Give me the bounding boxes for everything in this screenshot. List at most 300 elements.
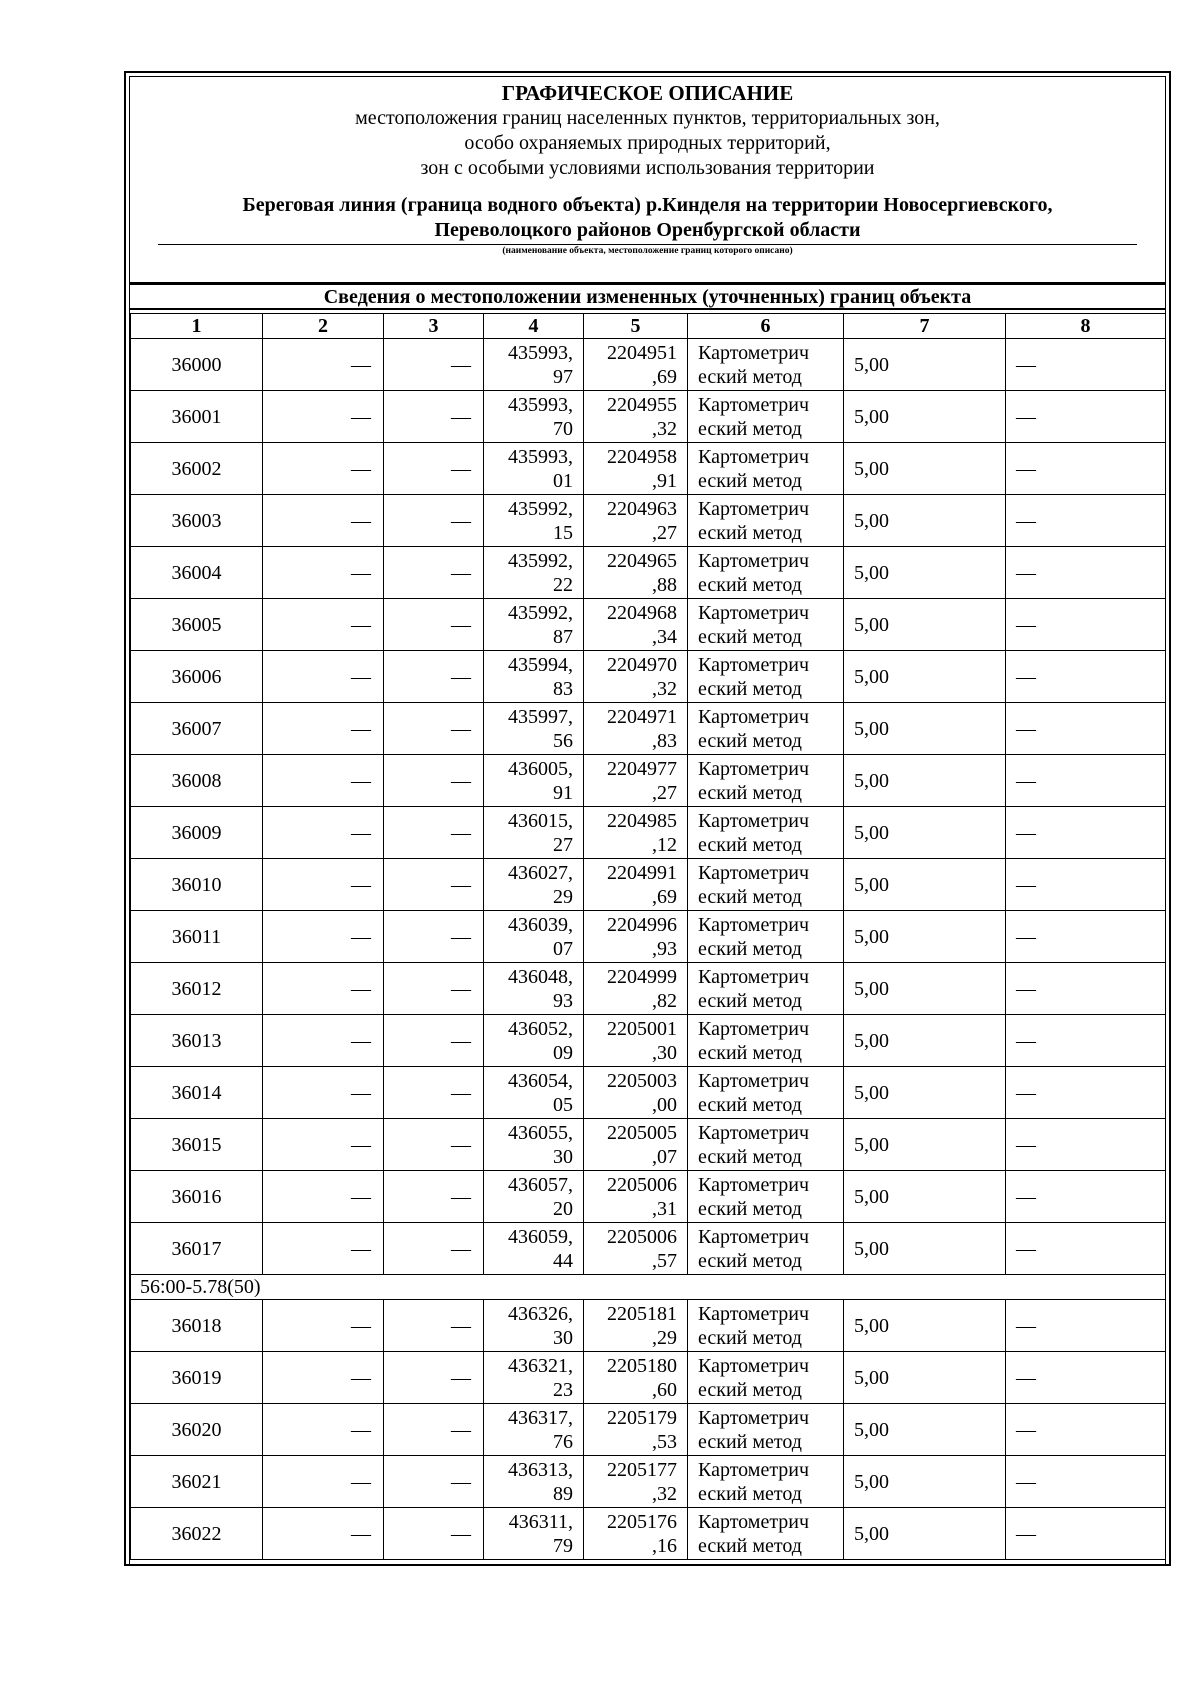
y-coordinate [584,1119,688,1171]
column-header: 8 [1006,314,1166,339]
table-row [131,1508,1166,1560]
x-coordinate-line: 435992, [508,601,573,624]
y-coordinate [584,1352,688,1404]
x-coordinate [484,807,584,859]
method [688,1300,844,1352]
method-line: еский метод [698,1430,802,1453]
point-number: 36021 [131,1456,263,1508]
method-line: еский метод [698,989,802,1012]
method-line: еский метод [698,1534,802,1557]
x-coordinate-line: 23 [553,1378,573,1401]
subtitle-line-3: зон с особыми условиями использования территории [420,157,875,179]
y-coordinate-line: 2204951 [607,341,677,364]
column-header: 2 [263,314,384,339]
x-coordinate [484,911,584,963]
y-coordinate-line: ,32 [652,417,677,440]
col8-value: — [1006,1508,1166,1560]
x-coordinate-line: 435992, [508,549,573,572]
point-number: 36007 [131,703,263,755]
method-line: еский метод [698,1197,802,1220]
accuracy: 5,00 [844,547,1006,599]
col3-value: — [384,547,484,599]
method [688,859,844,911]
document-inner-frame [129,76,1166,1564]
y-coordinate-line: 2205006 [607,1225,677,1248]
accuracy: 5,00 [844,703,1006,755]
y-coordinate-line: ,91 [652,469,677,492]
y-coordinate [584,391,688,443]
method-line: Картометрич [698,1069,810,1092]
method-line: еский метод [698,1378,802,1401]
col2-value: — [263,1015,384,1067]
point-number: 36013 [131,1015,263,1067]
group-label: 56:00-5.78(50) [131,1275,1166,1300]
x-coordinate-line: 29 [553,885,573,908]
method-line: Картометрич [698,1225,810,1248]
point-number: 36019 [131,1352,263,1404]
x-coordinate-line: 70 [553,417,573,440]
col3-value: — [384,1300,484,1352]
y-coordinate-line: ,83 [652,729,677,752]
col2-value: — [263,1404,384,1456]
method [688,1508,844,1560]
accuracy: 5,00 [844,1171,1006,1223]
accuracy: 5,00 [844,339,1006,391]
y-coordinate-line: 2205005 [607,1121,677,1144]
x-coordinate-line: 44 [553,1249,573,1272]
col3-value: — [384,391,484,443]
y-coordinate [584,703,688,755]
y-coordinate [584,1223,688,1275]
x-coordinate [484,1171,584,1223]
x-coordinate [484,599,584,651]
col3-value: — [384,339,484,391]
x-coordinate [484,443,584,495]
y-coordinate [584,495,688,547]
x-coordinate-line: 436048, [508,965,573,988]
method-line: Картометрич [698,1173,810,1196]
point-number: 36005 [131,599,263,651]
col3-value: — [384,755,484,807]
accuracy: 5,00 [844,1456,1006,1508]
accuracy: 5,00 [844,1119,1006,1171]
table-row [131,859,1166,911]
x-coordinate-line: 436057, [508,1173,573,1196]
point-number: 36000 [131,339,263,391]
method-line: еский метод [698,521,802,544]
y-coordinate-line: ,88 [652,573,677,596]
y-coordinate-line: ,00 [652,1093,677,1116]
col2-value: — [263,1508,384,1560]
method [688,547,844,599]
method [688,391,844,443]
column-header: 4 [484,314,584,339]
y-coordinate [584,1015,688,1067]
method-line: Картометрич [698,549,810,572]
col8-value: — [1006,703,1166,755]
column-header: 3 [384,314,484,339]
col3-value: — [384,807,484,859]
accuracy: 5,00 [844,495,1006,547]
table-row [131,599,1166,651]
accuracy: 5,00 [844,1067,1006,1119]
x-coordinate-line: 435993, [508,393,573,416]
x-coordinate-line: 436005, [508,757,573,780]
method [688,1015,844,1067]
y-coordinate-line: ,93 [652,937,677,960]
col3-value: — [384,443,484,495]
y-coordinate [584,599,688,651]
method-line: Картометрич [698,341,810,364]
col2-value: — [263,1119,384,1171]
table-row [131,443,1166,495]
table-row [131,1015,1166,1067]
accuracy: 5,00 [844,443,1006,495]
y-coordinate-line: 2204996 [607,913,677,936]
y-coordinate [584,1067,688,1119]
x-coordinate [484,1456,584,1508]
method-line: еский метод [698,833,802,856]
method-line: еский метод [698,625,802,648]
x-coordinate-line: 05 [553,1093,573,1116]
y-coordinate-line: 2204977 [607,757,677,780]
col2-value: — [263,755,384,807]
method [688,443,844,495]
x-coordinate-line: 87 [553,625,573,648]
table-row [131,651,1166,703]
table-row [131,547,1166,599]
table-row [131,495,1166,547]
y-coordinate-line: ,12 [652,833,677,856]
x-coordinate-line: 09 [553,1041,573,1064]
method-line: еский метод [698,1249,802,1272]
col8-value: — [1006,1171,1166,1223]
col2-value: — [263,1067,384,1119]
method-line: Картометрич [698,965,810,988]
method-line: еский метод [698,1482,802,1505]
document-header [130,77,1165,283]
table-row [131,391,1166,443]
y-coordinate-line: 2204991 [607,861,677,884]
method-line: Картометрич [698,705,810,728]
col2-value: — [263,1456,384,1508]
point-number: 36011 [131,911,263,963]
col3-value: — [384,1404,484,1456]
y-coordinate-line: ,16 [652,1534,677,1557]
method [688,755,844,807]
x-coordinate-line: 436321, [508,1354,573,1377]
x-coordinate-line: 07 [553,937,573,960]
x-coordinate-line: 436317, [508,1406,573,1429]
x-coordinate [484,755,584,807]
col3-value: — [384,1456,484,1508]
column-header: 7 [844,314,1006,339]
method-line: Картометрич [698,913,810,936]
y-coordinate-line: 2205176 [607,1510,677,1533]
y-coordinate-line: 2204955 [607,393,677,416]
point-number: 36012 [131,963,263,1015]
x-coordinate-line: 93 [553,989,573,1012]
x-coordinate-line: 436313, [508,1458,573,1481]
y-coordinate [584,1171,688,1223]
y-coordinate-line: 2204985 [607,809,677,832]
y-coordinate-line: ,60 [652,1378,677,1401]
x-coordinate-line: 79 [553,1534,573,1557]
table-row [131,911,1166,963]
subtitle-line-1: местоположения границ населенных пунктов, территориальных зон, [355,107,940,129]
table-row [131,1456,1166,1508]
method-line: Картометрич [698,809,810,832]
col2-value: — [263,547,384,599]
method-line: Картометрич [698,1510,810,1533]
x-coordinate-line: 436055, [508,1121,573,1144]
point-number: 36010 [131,859,263,911]
y-coordinate-line: 2204971 [607,705,677,728]
col2-value: — [263,495,384,547]
method-line: еский метод [698,937,802,960]
table-row [131,1352,1166,1404]
method-line: еский метод [698,1145,802,1168]
point-number: 36017 [131,1223,263,1275]
method-line: еский метод [698,365,802,388]
x-coordinate-line: 436027, [508,861,573,884]
method [688,1067,844,1119]
x-coordinate [484,1119,584,1171]
method-line: Картометрич [698,1458,810,1481]
point-number: 36014 [131,1067,263,1119]
method-line: Картометрич [698,445,810,468]
col8-value: — [1006,1352,1166,1404]
x-coordinate [484,1352,584,1404]
col8-value: — [1006,599,1166,651]
x-coordinate [484,1223,584,1275]
method-line: еский метод [698,729,802,752]
x-coordinate [484,1508,584,1560]
table-row [131,1119,1166,1171]
y-coordinate-line: ,53 [652,1430,677,1453]
method [688,1119,844,1171]
col2-value: — [263,911,384,963]
col3-value: — [384,963,484,1015]
col8-value: — [1006,443,1166,495]
y-coordinate-line: ,32 [652,677,677,700]
method [688,1223,844,1275]
accuracy: 5,00 [844,911,1006,963]
y-coordinate-line: 2204968 [607,601,677,624]
accuracy: 5,00 [844,1508,1006,1560]
accuracy: 5,00 [844,859,1006,911]
col8-value: — [1006,1067,1166,1119]
x-coordinate [484,651,584,703]
x-coordinate-line: 436015, [508,809,573,832]
point-number: 36003 [131,495,263,547]
x-coordinate [484,495,584,547]
x-coordinate-line: 83 [553,677,573,700]
accuracy: 5,00 [844,755,1006,807]
col8-value: — [1006,495,1166,547]
x-coordinate [484,1015,584,1067]
x-coordinate-line: 436326, [508,1302,573,1325]
col3-value: — [384,599,484,651]
accuracy: 5,00 [844,1300,1006,1352]
col3-value: — [384,1223,484,1275]
y-coordinate [584,755,688,807]
y-coordinate-line: 2204970 [607,653,677,676]
table-row [131,1404,1166,1456]
method [688,807,844,859]
method [688,963,844,1015]
y-coordinate-line: 2205180 [607,1354,677,1377]
method-line: Картометрич [698,1406,810,1429]
col2-value: — [263,807,384,859]
y-coordinate-line: ,34 [652,625,677,648]
y-coordinate [584,911,688,963]
y-coordinate [584,859,688,911]
method-line: Картометрич [698,1017,810,1040]
col3-value: — [384,1015,484,1067]
object-name-caption: (наименование объекта, местоположение границ которого описано) [502,246,793,256]
column-header: 5 [584,314,688,339]
col8-value: — [1006,339,1166,391]
y-coordinate-line: ,27 [652,521,677,544]
y-coordinate-line: 2205001 [607,1017,677,1040]
y-coordinate-line: 2205003 [607,1069,677,1092]
method [688,599,844,651]
table-row [131,963,1166,1015]
col2-value: — [263,1300,384,1352]
y-coordinate [584,547,688,599]
col8-value: — [1006,1015,1166,1067]
col3-value: — [384,1119,484,1171]
x-coordinate-line: 435994, [508,653,573,676]
col3-value: — [384,911,484,963]
table-row [131,1223,1166,1275]
col8-value: — [1006,1404,1166,1456]
point-number: 36004 [131,547,263,599]
y-coordinate-line: ,07 [652,1145,677,1168]
subtitle-line-2: особо охраняемых природных территорий, [464,132,831,154]
method-line: Картометрич [698,757,810,780]
point-number: 36002 [131,443,263,495]
accuracy: 5,00 [844,807,1006,859]
x-coordinate-line: 436054, [508,1069,573,1092]
y-coordinate-line: 2204965 [607,549,677,572]
x-coordinate-line: 30 [553,1145,573,1168]
method-line: еский метод [698,417,802,440]
group-row [131,1275,1166,1300]
document-frame [124,71,1171,1566]
accuracy: 5,00 [844,1352,1006,1404]
point-number: 36009 [131,807,263,859]
point-number: 36015 [131,1119,263,1171]
y-coordinate-line: ,69 [652,365,677,388]
table-row [131,1171,1166,1223]
method-line: Картометрич [698,1121,810,1144]
x-coordinate-line: 435997, [508,705,573,728]
y-coordinate-line: 2204958 [607,445,677,468]
col8-value: — [1006,963,1166,1015]
column-header: 6 [688,314,844,339]
col8-value: — [1006,391,1166,443]
y-coordinate-line: 2205179 [607,1406,677,1429]
x-coordinate [484,963,584,1015]
col2-value: — [263,859,384,911]
col3-value: — [384,703,484,755]
method-line: еский метод [698,885,802,908]
col8-value: — [1006,807,1166,859]
y-coordinate-line: 2204963 [607,497,677,520]
method-line: еский метод [698,781,802,804]
x-coordinate-line: 436052, [508,1017,573,1040]
x-coordinate-line: 01 [553,469,573,492]
y-coordinate [584,1300,688,1352]
y-coordinate-line: ,82 [652,989,677,1012]
y-coordinate-line: 2205006 [607,1173,677,1196]
accuracy: 5,00 [844,651,1006,703]
x-coordinate-line: 436311, [508,1510,573,1533]
method [688,703,844,755]
method-line: еский метод [698,1093,802,1116]
y-coordinate-line: ,32 [652,1482,677,1505]
col3-value: — [384,651,484,703]
method-line: еский метод [698,469,802,492]
y-coordinate [584,1404,688,1456]
accuracy: 5,00 [844,963,1006,1015]
col3-value: — [384,1352,484,1404]
method-line: Картометрич [698,601,810,624]
col8-value: — [1006,1119,1166,1171]
col2-value: — [263,339,384,391]
accuracy: 5,00 [844,391,1006,443]
x-coordinate [484,1300,584,1352]
method [688,1171,844,1223]
col2-value: — [263,1223,384,1275]
y-coordinate [584,339,688,391]
y-coordinate [584,963,688,1015]
x-coordinate-line: 27 [553,833,573,856]
col8-value: — [1006,755,1166,807]
method [688,1404,844,1456]
col3-value: — [384,1067,484,1119]
col2-value: — [263,703,384,755]
col8-value: — [1006,1300,1166,1352]
table-row [131,807,1166,859]
x-coordinate-line: 15 [553,521,573,544]
col2-value: — [263,1171,384,1223]
x-coordinate [484,391,584,443]
y-coordinate-line: ,31 [652,1197,677,1220]
method-line: Картометрич [698,497,810,520]
method-line: Картометрич [698,393,810,416]
x-coordinate-line: 436039, [508,913,573,936]
column-header: 1 [131,314,263,339]
y-coordinate-line: ,57 [652,1249,677,1272]
point-number: 36001 [131,391,263,443]
x-coordinate-line: 30 [553,1326,573,1349]
table-row [131,1067,1166,1119]
method [688,339,844,391]
method [688,911,844,963]
col3-value: — [384,859,484,911]
col2-value: — [263,391,384,443]
method-line: Картометрич [698,1354,810,1377]
x-coordinate-line: 97 [553,365,573,388]
col8-value: — [1006,651,1166,703]
col8-value: — [1006,1223,1166,1275]
x-coordinate-line: 56 [553,729,573,752]
col2-value: — [263,651,384,703]
point-number: 36018 [131,1300,263,1352]
